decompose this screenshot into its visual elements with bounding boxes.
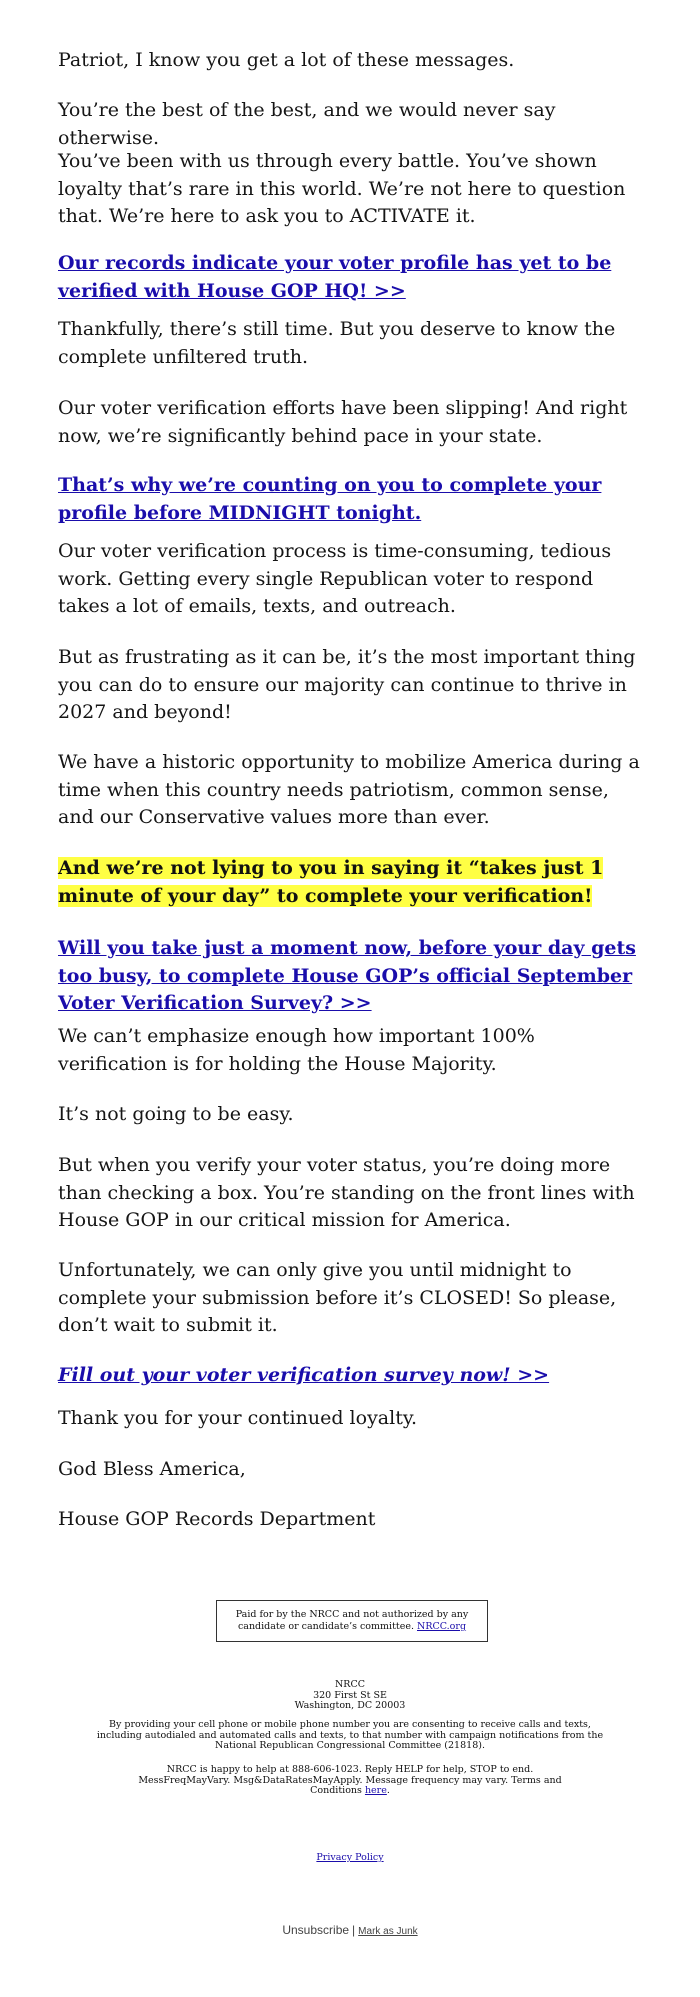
paragraph-greeting: Patriot, I know you get a lot of these messages. xyxy=(58,49,515,71)
cta-link-survey[interactable]: Will you take just a moment now, before your day gets too busy, to complete House GOP’s official September Voter Verification Survey? >> xyxy=(58,937,636,1014)
unsubscribe-separator: | xyxy=(352,1923,356,1937)
paragraph-deadline: Unfortunately, we can only give you until midnight to complete your submission before it’s CLOSED! So please, don’t wait to submit it. xyxy=(58,1259,617,1336)
highlight-pre: And we’re xyxy=(58,857,171,879)
paragraph-process: Our voter verification process is time-consuming, tedious work. Getting every single Republican voter to respond takes a lot of emails, texts, and outreach. xyxy=(58,540,612,617)
paragraph-slipping: Our voter verification efforts have been slipping! And right now, we’re significantly behind pace in your state. xyxy=(58,397,628,447)
cta-link-records-wrapper xyxy=(58,250,648,305)
footer-help xyxy=(0,1765,700,1797)
mark-as-junk-link[interactable]: Mark as Junk xyxy=(358,1926,418,1937)
paragraph-emphasize: We can’t emphasize enough how important 100% verification is for holding the House Majority. xyxy=(58,1025,535,1075)
unsubscribe-link[interactable]: Unsubscribe xyxy=(282,1923,350,1937)
paragraph-thank-you: Thank you for your continued loyalty. xyxy=(58,1407,418,1429)
footer-help-end: . xyxy=(386,1785,390,1796)
footer-help-text: NRCC is happy to help at 888-606-1023. Reply HELP for help, STOP to end. MessFreqMayVary. Msg&DataRatesMayApply. Message frequency may vary. Terms and Conditions xyxy=(138,1764,562,1796)
highlight-underlined: not lying xyxy=(170,857,265,879)
footer-consent-text: By providing your cell phone or mobile phone number you are consenting to receive calls and texts, including autodialed and automated calls and texts, to that number with campaign notifications from the National Republican Congressional Committee (21818). xyxy=(96,1719,604,1751)
cta-link-midnight[interactable]: That’s why we’re counting on you to complete your profile before MIDNIGHT tonight. xyxy=(58,474,602,524)
paragraph-best: You’re the best of the best, and we would never say otherwise. xyxy=(58,99,556,149)
cta-link-survey-wrapper xyxy=(58,935,648,1018)
paragraph-blessing: God Bless America, xyxy=(58,1458,246,1480)
footer-consent xyxy=(0,1720,700,1752)
footer-privacy xyxy=(0,1853,700,1864)
footer-address-line1: 320 First St SE xyxy=(313,1689,387,1701)
footer-org: NRCC xyxy=(334,1679,365,1690)
paragraph-not-easy: It’s not going to be easy. xyxy=(58,1103,294,1125)
paragraph-front-lines: But when you verify your voter status, you’re doing more than checking a box. You’re standing on the front lines with House GOP in our critical mission for America. xyxy=(58,1154,635,1231)
paragraph-opportunity: We have a historic opportunity to mobilize America during a time when this country needs patriotism, common sense, and our Conservative values more than ever. xyxy=(58,751,640,828)
unsubscribe-bar xyxy=(0,1923,700,1937)
footer-address xyxy=(0,1680,700,1712)
paragraph-loyalty: You’ve been with us through every battle. You’ve shown loyalty that’s rare in this world. We’re not here to question that. We’re here to ask you to ACTIVATE it. xyxy=(58,150,626,227)
cta-link-fill-out-wrapper xyxy=(58,1362,648,1390)
terms-here-link[interactable]: here xyxy=(364,1785,387,1796)
disclaimer-text: Paid for by the NRCC and not authorized by any candidate or candidate’s committee. xyxy=(235,1609,469,1632)
privacy-policy-link[interactable]: Privacy Policy xyxy=(316,1852,384,1863)
signature: House GOP Records Department xyxy=(58,1508,376,1530)
paid-for-disclaimer xyxy=(216,1600,488,1642)
footer-address-line2: Washington, DC 20003 xyxy=(294,1700,406,1711)
nrcc-link[interactable]: NRCC.org xyxy=(417,1620,467,1632)
paragraph-frustrating: But as frustrating as it can be, it’s the most important thing you can do to ensure our majority can continue to thrive in 2027 and beyond! xyxy=(58,646,636,723)
highlight-post: to you in saying it “takes just 1 minute of your day” to complete your verification! xyxy=(58,857,604,907)
highlight-paragraph xyxy=(58,855,648,910)
cta-link-records[interactable]: Our records indicate your voter profile has yet to be verified with House GOP HQ! >> xyxy=(58,252,612,302)
paragraph-still-time: Thankfully, there’s still time. But you deserve to know the complete unfiltered truth. xyxy=(58,318,616,368)
cta-link-fill-out[interactable]: Fill out your voter verification survey now! >> xyxy=(58,1364,550,1386)
cta-link-midnight-wrapper xyxy=(58,472,648,527)
